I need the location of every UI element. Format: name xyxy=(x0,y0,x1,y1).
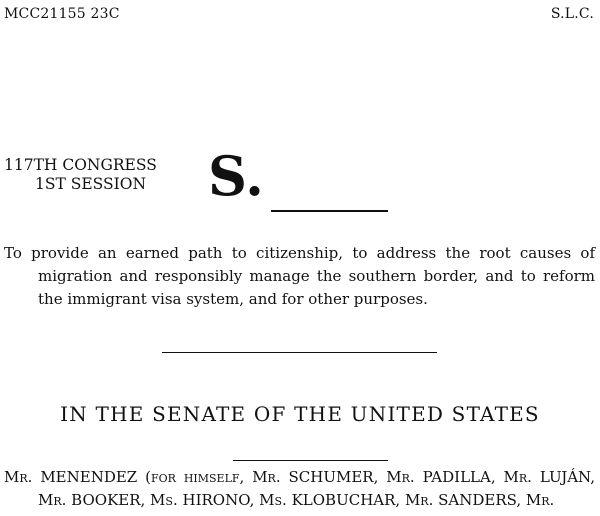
divider-short xyxy=(233,460,388,461)
purpose-text: To provide an earned path to citizenship, to address the root causes of migration and responsibly manage the southern border, and to reform the immigrant visa system, and for other purposes. xyxy=(4,244,595,308)
session-number: 1ST SESSION xyxy=(35,175,147,193)
bill-number-blank xyxy=(271,210,388,212)
document-id: MCC21155 23C xyxy=(4,6,120,22)
congress-number: 117TH CONGRESS xyxy=(4,156,157,174)
divider-long xyxy=(162,352,437,353)
sponsors-block xyxy=(4,466,595,512)
bill-prefix: S. xyxy=(208,144,264,208)
bill-purpose xyxy=(4,242,595,311)
congress-session-block xyxy=(4,156,184,194)
office-code: S.L.C. xyxy=(550,6,594,22)
chamber-heading: IN THE SENATE OF THE UNITED STATES xyxy=(60,402,540,426)
sponsors-text: Mr. MENENDEZ (for himself, Mr. SCHUMER, Mr. PADILLA, Mr. LUJÁN, Mr. BOOKER, Ms. HIRONO, Ms. KLOBUCHAR, Mr. SANDERS, Mr. xyxy=(4,468,595,509)
